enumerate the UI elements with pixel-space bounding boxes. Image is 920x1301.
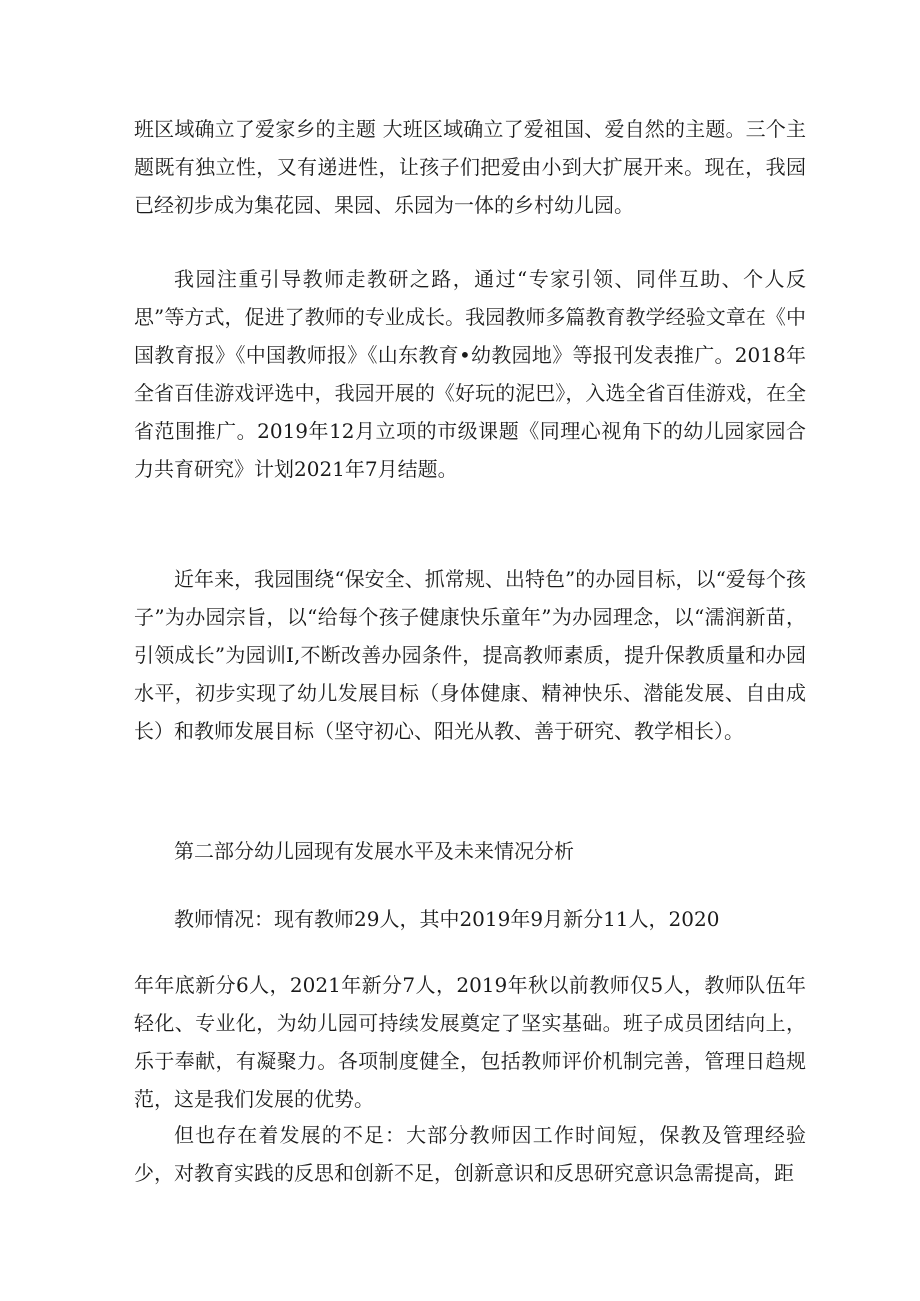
paragraph-6: 但也存在着发展的不足：大部分教师因工作时间短，保教及管理经验少，对教育实践的反思和创新不足，创新意识和反思研究意识急需提高，距 [134,1123,806,1185]
paragraph-4-line: 教师情况：现有教师29人，其中2019年9月新分11人，2020 [174,907,720,931]
paragraph-2: 我园注重引导教师走教研之路，通过“专家引领、同伴互助、个人反思”等方式，促进了教师的专业成长。我园教师多篇教育教学经验文章在《中国教育报》《中国教师报》《山东教育•幼教园地》等报刊发表推广。2018年全省百佳游戏评选中，我园开展的《好玩的泥巴》，入选全省百佳游戏，在全省范围推广。2019年12月立项的市级课题《同理心视角下的幼儿园家园合力共育研究》计划2021年7月结题。 [134,267,806,481]
paragraph-3: 近年来，我园围绕“保安全、抓常规、出特色”的办园目标，以“爱每个孩子”为办园宗旨，以“给每个孩子健康快乐童年”为办园理念，以“濡润新苗，引领成长”为园训I,不断改善办园条件，提高教师素质，提升保教质量和办园水平，初步实现了幼儿发展目标（身体健康、精神快乐、潜能发展、自由成长）和教师发展目标（坚守初心、阳光从教、善于研究、教学相长）。 [134,567,806,743]
paragraph-5: 年年底新分6人，2021年新分7人，2019年秋以前教师仅5人，教师队伍年轻化、专业化，为幼儿园可持续发展奠定了坚实基础。班子成员团结向上，乐于奉献，有凝聚力。各项制度健全，包括教师评价机制完善，管理日趋规范，这是我们发展的优势。 [134,973,806,1111]
section-heading: 第二部分幼儿园现有发展水平及未来情况分析 [174,839,574,863]
paragraph-1: 班区域确立了爱家乡的主题 大班区域确立了爱祖国、爱自然的主题。三个主题既有独立性，又有递进性，让孩子们把爱由小到大扩展开来。现在，我园已经初步成为集花园、果园、乐园为一体的乡村幼儿园。 [134,117,806,217]
